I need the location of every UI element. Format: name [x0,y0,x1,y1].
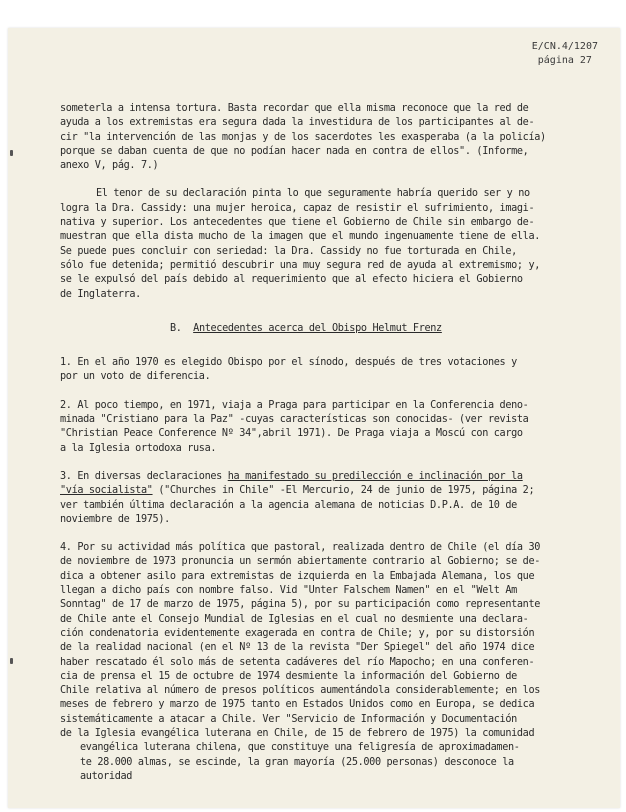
text-line: por un voto de diferencia. [60,371,211,383]
underlined-text: ha manifestado su predilección e inclinación por la [227,470,523,482]
text-line: sólo fue detenida; permitió descubrir una muy segura red de ayuda al extremismo; y, [60,259,541,271]
section-heading [60,322,570,336]
text-line: anexo V, pág. 7.) [60,160,159,172]
text-line: de Chile ante el Consejo Mundial de Iglesias en el cual no desmiente una declara- [60,613,529,625]
text-line: El tenor de su declaración pinta lo que seguramente habría querido ser y no [96,188,530,200]
text-line: porque se daban cuenta de que no podían hacer nada en contra de ellos". (Informe, [60,145,529,157]
text-line: cir "la intervención de las monjas y de los sacerdotes les exasperaba (a la policía) [60,131,546,143]
list-item-3 [60,470,570,527]
list-item-2 [60,399,570,456]
page-header [532,40,598,68]
text-line: a la Iglesia ortodoxa rusa. [60,442,217,454]
text-line: ayuda a los extremistas era segura dada la investidura de los participantes al de- [60,117,535,129]
text-line: se le expulsó del país debido al requerimiento que al efecto hiciera el Gobierno [60,274,523,286]
text-line: de la realidad nacional (en el Nº 13 de la revista "Der Spiegel" del año 1974 dice [60,642,535,654]
text-line: de noviembre de 1973 pronuncia un sermón abiertamente contrario al Gobierno; se de- [60,556,541,568]
text-line: "Christian Peace Conference Nº 34",abril 1971). De Praga viaja a Moscú con cargo [60,428,523,440]
text-line [60,484,570,498]
text-line: sistemáticamente a atacar a Chile. Ver "Servicio de Información y Documentación [60,713,517,725]
page-number: página 27 [537,55,592,66]
text-line: nativa y superior. Los antecedentes que tiene el Gobierno de Chile sin embargo de- [60,217,535,229]
document-body [60,102,570,784]
text-line: meses de febrero y marzo de 1975 tanto en Estados Unidos como en Europa, se dedica [60,699,535,711]
paragraph-2 [60,187,570,301]
text-line: minada "Cristiano para la Paz" -cuyas características son conocidas- (ver revista [60,414,529,426]
text-line: de la Iglesia evangélica luterana en Chile, de 15 de febrero de 1975) la comunidad [60,727,535,739]
text-line: logra la Dra. Cassidy: una mujer heroica, capaz de resistir el sufrimiento, imagi- [60,202,535,214]
section-letter: B. [170,322,182,334]
margin-mark [10,150,13,156]
text-line: 2. Al poco tiempo, en 1971, viaja a Praga para participar en la Conferencia deno- [60,399,529,411]
text-line: Chile relativa al número de presos políticos aumentándola considerablemente; en los [60,685,541,697]
text-line: ver también última declaración a la agencia alemana de noticias D.P.A. de 10 de [60,499,517,511]
list-item-4 [60,541,570,784]
text-run: 3. En diversas declaraciones [60,470,228,482]
list-item-1 [60,356,570,385]
text-line: 4. Por su actividad más política que pastoral, realizada dentro de Chile (el día 30 [60,542,541,554]
text-line: evangélica luterana chilena, que constituye una feligresía de aproximadamen- [80,742,520,754]
text-line: llegan a dicho país con nombre falso. Vid "Unter Falschem Namen" en el "Welt Am [60,585,517,597]
text-line: cia de prensa el 15 de octubre de 1974 desmiente la información del Gobierno de [60,670,517,682]
text-line [60,470,570,484]
underlined-text: "vía socialista" [60,485,153,497]
margin-mark [10,658,13,664]
text-line: muestran que ella dista mucho de la imagen que el mundo ingenuamente tiene de ella. [60,231,541,243]
text-line: te 28.000 almas, se escinde, la gran mayoría (25.000 personas) desconoce la autoridad [80,756,514,782]
text-line: haber rescatado él solo más de setenta cadáveres del río Mapocho; en una conferen- [60,656,535,668]
text-line: ción condenatoria evidentemente exagerada en contra de Chile; y, por su distorsión [60,627,535,639]
section-title: Antecedentes acerca del Obispo Helmut Frenz [193,322,442,334]
text-line: de Inglaterra. [60,288,141,300]
text-run: ("Churches in Chile" -El Mercurio, 24 de junio de 1975, página 2; [152,485,535,497]
text-line: noviembre de 1975). [60,513,170,525]
text-line: 1. En el año 1970 es elegido Obispo por el sínodo, después de tres votaciones y [60,357,517,369]
text-line: dica a obtener asilo para extremistas de izquierda en la Embajada Alemana, los que [60,570,535,582]
text-line: Sonntag" de 17 de marzo de 1975, página 5), por su participación como representante [60,599,541,611]
document-reference: E/CN.4/1207 [531,41,598,52]
text-line: Se puede pues concluir con seriedad: la Dra. Cassidy no fue torturada en Chile, [60,245,517,257]
paragraph-1 [60,102,570,173]
text-line: someterla a intensa tortura. Basta recordar que ella misma reconoce que la red de [60,103,529,114]
